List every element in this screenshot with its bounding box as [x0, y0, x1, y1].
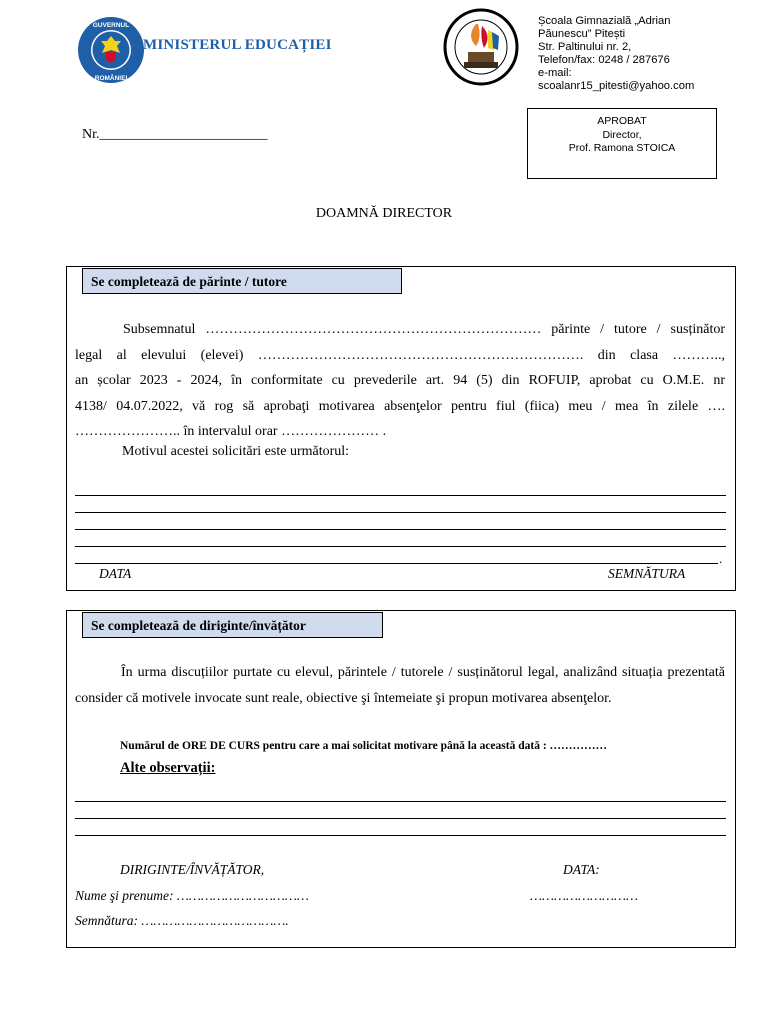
request-line: 4138/ 04.07.2022, vă rog să aprobaţi motivarea absenţelor pentru fiul (fiica) meu / mea în zilele …. — [75, 398, 725, 414]
reason-line — [75, 546, 726, 547]
request-line: an școlar 2023 - 2024, în conformitate cu prevederile art. 94 (5) din ROFUIP, aprobat cu O.M.E. nr — [75, 373, 725, 388]
reason-line — [75, 563, 718, 564]
hours-count-label: Numărul de ORE DE CURS pentru care a mai solicitat motivare până la această dată : …………… — [120, 740, 608, 752]
teacher-paragraph: În urma discuțiilor purtate cu elevul, părintele / tutorele / susținătorul legal, analizând situația prezentată consider că motivele invocate sunt reale, obiective şi întemeiate şi propun motivarea absenţelor. — [75, 665, 725, 706]
teacher-date-field: ……………………… — [530, 888, 639, 903]
approval-box — [527, 108, 717, 179]
request-line: ………………….. în intervalul orar ………………… . — [75, 424, 387, 439]
crest-text-top: GUVERNUL — [92, 22, 130, 29]
teacher-signature-field: Semnătura: ………………………………. — [75, 913, 289, 928]
approval-role: Director, — [602, 128, 642, 141]
school-line: Școala Gimnazială „Adrian — [538, 15, 671, 27]
teacher-section-label: Se completează de diriginte/învățător — [82, 612, 383, 638]
teacher-date-label: DATA: — [563, 862, 600, 877]
reason-label: Motivul acestei solicitări este următorul: — [122, 444, 350, 459]
crest-text-bottom: ROMÂNIEI — [94, 75, 128, 82]
parent-signature-label: SEMNĂTURA — [608, 566, 686, 581]
school-line: Str. Paltinului nr. 2, — [538, 41, 632, 54]
approval-name: Prof. Ramona STOICA — [568, 142, 676, 154]
reason-line — [75, 512, 726, 513]
observation-line — [75, 835, 726, 836]
teacher-name-field: Nume şi prenume: …………………………… — [75, 888, 309, 903]
teacher-title-label: DIRIGINTE/ÎNVĂȚĂTOR, — [120, 862, 265, 877]
parent-request-paragraph — [75, 317, 725, 445]
ministry-title: MINISTERUL EDUCAȚIEI — [143, 37, 332, 53]
school-email: scoalanr15_pitesti@yahoo.com — [538, 80, 695, 93]
school-emblem-icon — [436, 8, 526, 86]
approval-status: APROBAT — [597, 115, 647, 127]
other-observations-label: Alte observații: — [120, 760, 216, 776]
school-line: e-mail: — [538, 67, 572, 80]
reason-line — [75, 495, 726, 496]
salutation: DOAMNĂ DIRECTOR — [315, 206, 453, 221]
school-contact-info — [538, 15, 763, 94]
request-line: legal al elevului (elevei) ……………………………………………………………. din clasa ……….., — [75, 347, 725, 363]
reason-line-end: . — [719, 551, 723, 566]
request-line: Subsemnatul ……………………………………………………………… părinte / tutore / susținător — [123, 322, 725, 337]
reason-line — [75, 529, 726, 530]
school-line: Telefon/fax: 0248 / 287676 — [538, 54, 670, 67]
registration-number: Nr.________________________ — [82, 127, 268, 142]
observation-line — [75, 801, 726, 802]
government-crest-icon — [76, 16, 146, 84]
parent-date-label: DATA — [99, 566, 132, 581]
school-line: Păunescu” Pitești — [538, 28, 626, 41]
observation-line — [75, 818, 726, 819]
parent-section-label: Se completează de părinte / tutore — [82, 268, 402, 294]
